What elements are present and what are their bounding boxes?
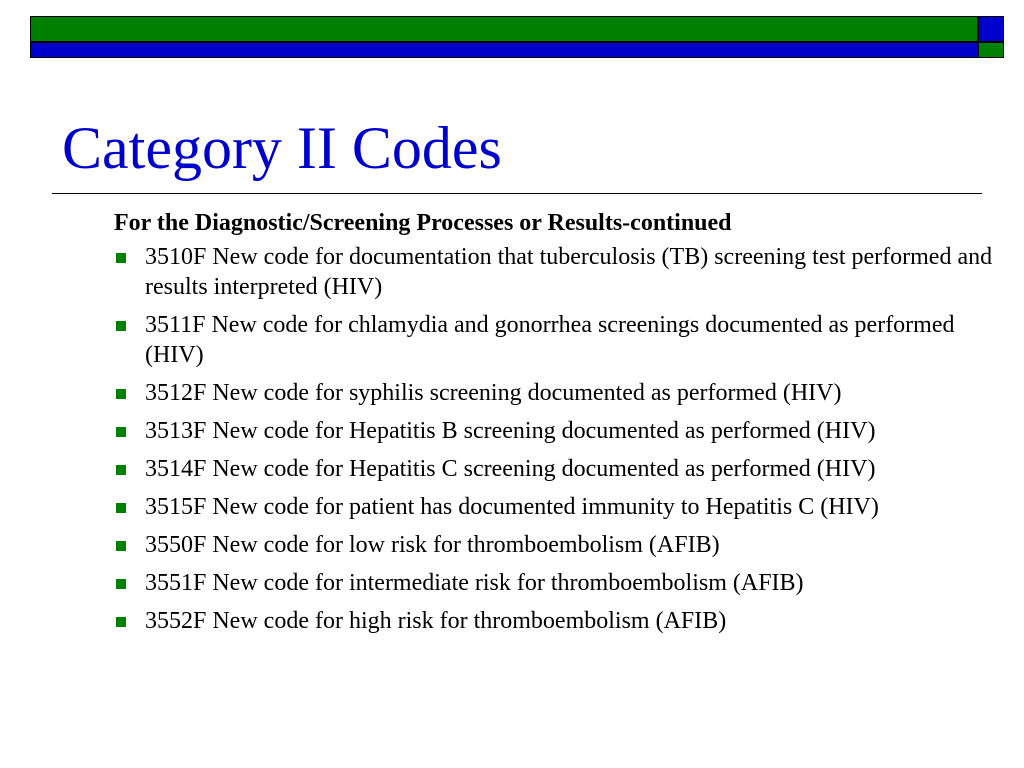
list-item-text: 3511F New code for chlamydia and gonorrhea screenings documented as performed (HIV) [145, 312, 955, 368]
list-item [114, 310, 994, 370]
list-item-text: 3513F New code for Hepatitis B screening documented as performed (HIV) [145, 418, 876, 444]
header-square-blue [978, 16, 1004, 42]
square-bullet-icon [116, 465, 126, 475]
list-item-text: 3550F New code for low risk for thromboembolism (AFIB) [145, 532, 720, 558]
section-subheading: For the Diagnostic/Screening Processes or Results-continued [114, 210, 732, 236]
square-bullet-icon [116, 541, 126, 551]
list-item-text: 3510F New code for documentation that tuberculosis (TB) screening test performed and results interpreted (HIV) [145, 244, 993, 300]
square-bullet-icon [116, 427, 126, 437]
square-bullet-icon [116, 389, 126, 399]
list-item [114, 606, 994, 636]
square-bullet-icon [116, 579, 126, 589]
list-item-text: 3551F New code for intermediate risk for thromboembolism (AFIB) [145, 570, 804, 596]
list-item-text: 3512F New code for syphilis screening documented as performed (HIV) [145, 380, 842, 406]
header-bar-blue [30, 42, 978, 58]
header-bar-green [30, 16, 978, 42]
list-item [114, 378, 994, 408]
list-item-text: 3552F New code for high risk for thromboembolism (AFIB) [145, 608, 727, 634]
list-item [114, 454, 994, 484]
list-item [114, 242, 994, 302]
list-item-text: 3515F New code for patient has documented immunity to Hepatitis C (HIV) [145, 494, 879, 520]
square-bullet-icon [116, 253, 126, 263]
list-item [114, 530, 994, 560]
header-square-green [978, 42, 1004, 58]
slide-title: Category II Codes [62, 115, 502, 181]
list-item [114, 568, 994, 598]
square-bullet-icon [116, 617, 126, 627]
list-item [114, 416, 994, 446]
square-bullet-icon [116, 503, 126, 513]
list-item-text: 3514F New code for Hepatitis C screening documented as performed (HIV) [145, 456, 876, 482]
list-item [114, 492, 994, 522]
slide-content [114, 208, 994, 644]
code-list [114, 242, 994, 636]
title-divider [52, 193, 982, 194]
square-bullet-icon [116, 321, 126, 331]
